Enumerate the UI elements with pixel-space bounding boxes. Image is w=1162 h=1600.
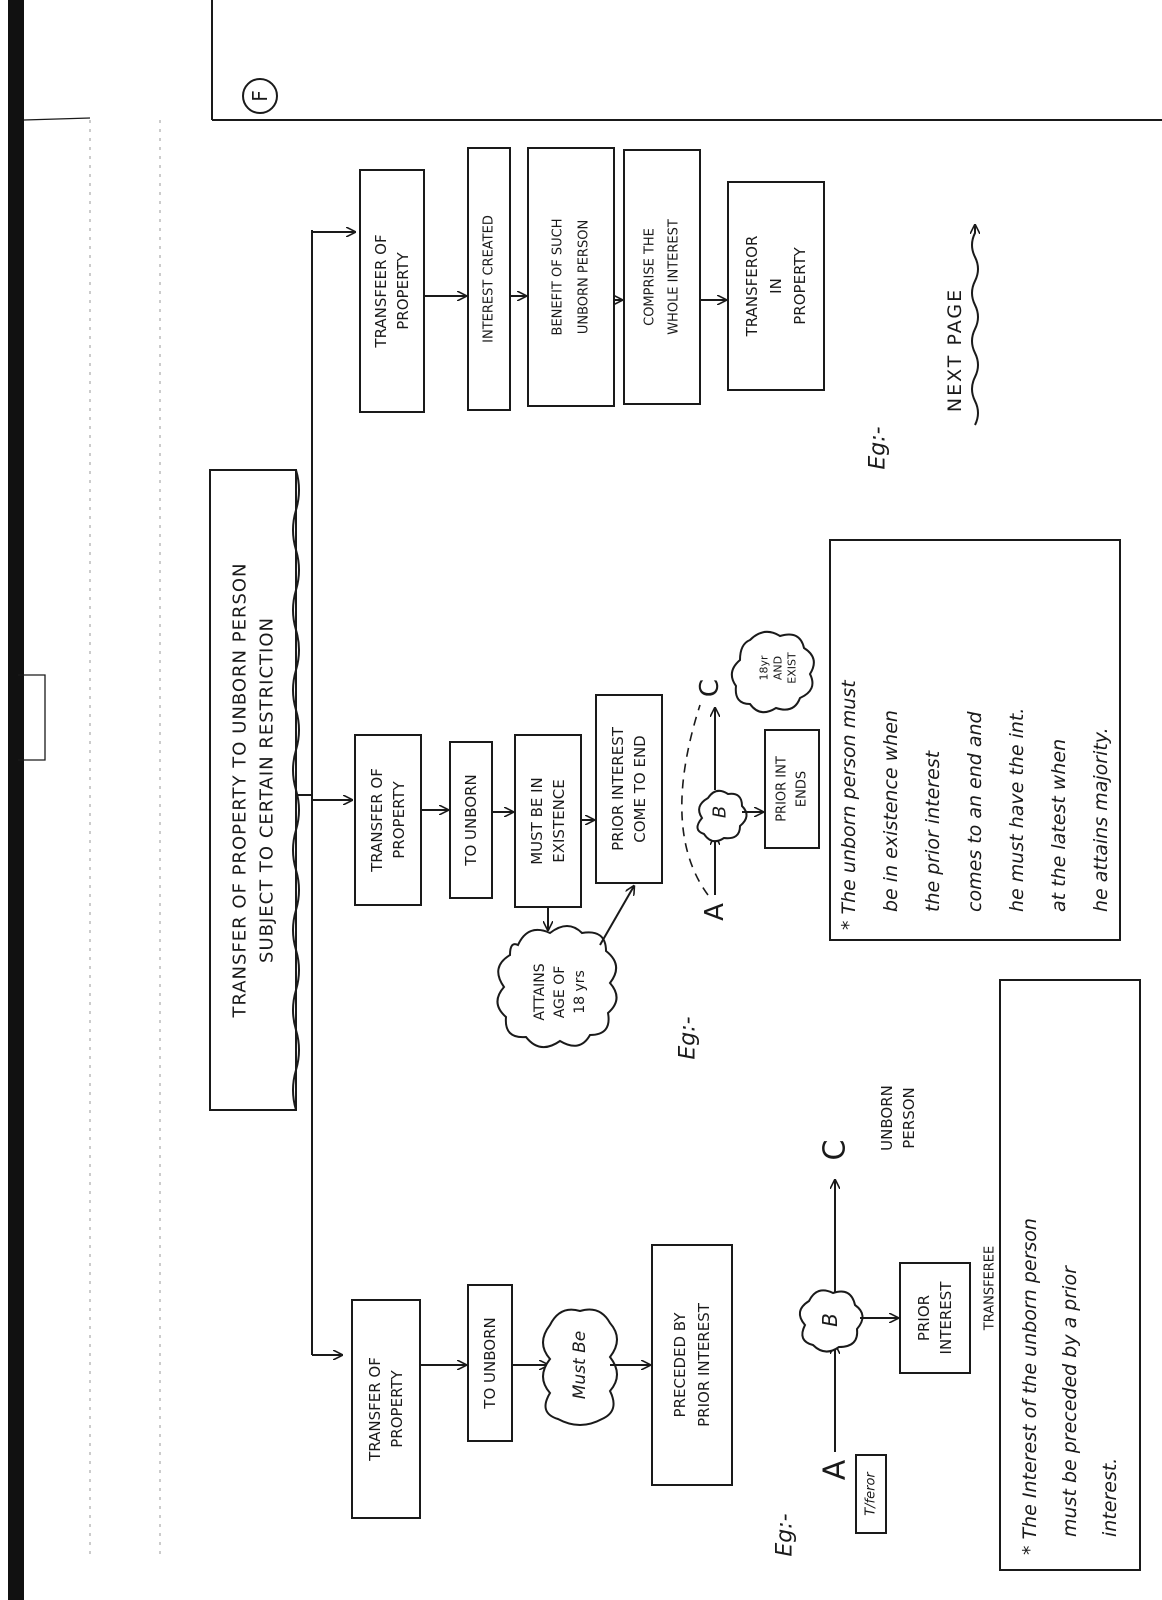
next-page-arrow	[972, 225, 978, 425]
b1-step1-line1: TRANSFER OF	[366, 1357, 384, 1461]
b2-age-cloud-text	[532, 963, 588, 1020]
root-line-1: TRANSFER OF PROPERTY TO UNBORN PERSON	[229, 562, 251, 1018]
b1-step4-box	[652, 1245, 732, 1485]
b2-note-line5: he must have the int.	[1006, 707, 1028, 912]
b1-note-line2: must be preceded by a prior	[1059, 1266, 1081, 1537]
root-box	[210, 470, 296, 1110]
b1-note-line1: * The Interest of the unborn person	[1019, 1218, 1041, 1555]
b2-step4-line2: COME TO END	[631, 735, 649, 843]
b3-example-label: Eg:-	[865, 426, 891, 470]
b3-step5-line3: PROPERTY	[791, 247, 809, 325]
binder-mark-top	[24, 118, 90, 120]
b2-step3-box	[515, 735, 581, 907]
b2-cloud-line2: AGE OF	[552, 965, 568, 1019]
b2-example-b: B	[709, 805, 731, 819]
b2-step4-line1: PRIOR INTEREST	[609, 727, 627, 851]
scan-edge-bar	[8, 0, 24, 1600]
b2-step1-box	[355, 735, 421, 905]
b3-step3-box	[528, 148, 614, 406]
b3-step5-line2: IN	[767, 278, 785, 294]
b1-example-transferor: A	[817, 1459, 853, 1481]
b3-step3-line2: UNBORN PERSON	[576, 219, 592, 335]
b1-example-b: B	[818, 1313, 842, 1327]
b2-example-prior-line2: ENDS	[794, 770, 810, 808]
b2-example-exist-text	[758, 652, 799, 684]
b1-step1-line2: PROPERTY	[388, 1370, 406, 1448]
b2-example-c: C	[695, 678, 725, 698]
b3-step4-line2: WHOLE INTEREST	[666, 219, 682, 335]
b1-example-transferee: TRANSFEREE	[982, 1245, 998, 1331]
b1-step4-line2: PRIOR INTEREST	[695, 1303, 713, 1427]
b1-note-line3: interest.	[1099, 1457, 1121, 1537]
b3-step4-box	[624, 150, 700, 404]
root-line-2: SUBJECT TO CERTAIN RESTRICTION	[256, 617, 278, 963]
b2-note-line3: the prior interest	[922, 750, 944, 912]
b2-step2-text: TO UNBORN	[462, 774, 480, 866]
next-page-label: NEXT PAGE	[944, 287, 966, 413]
b2-example-prior-box	[765, 730, 819, 848]
b2-note-line1: * The unborn person must	[838, 680, 860, 930]
b2-step1-line2: PROPERTY	[390, 781, 408, 859]
b1-example-transferor-tag: T/feror	[863, 1472, 879, 1516]
b1-step4-line1: PRECEDED BY	[671, 1312, 689, 1418]
b1-step2-text: TO UNBORN	[481, 1317, 499, 1409]
b2-step4-box	[596, 695, 662, 883]
b2-exist-line1: 18yr	[757, 655, 771, 681]
b3-step2-text: INTEREST CREATED	[481, 215, 497, 343]
b1-example-unborn-line1: UNBORN	[878, 1085, 896, 1151]
b1-step1-box	[352, 1300, 420, 1518]
b1-step3-text: Must Be	[570, 1330, 590, 1400]
b1-example-unborn-tag	[878, 1085, 918, 1151]
b3-step5-line1: TRANSFEROR	[743, 235, 761, 337]
b2-example-label: Eg:-	[675, 1016, 701, 1060]
b1-example-unborn-line2: PERSON	[900, 1087, 918, 1149]
b2-cloud-line1: ATTAINS	[532, 963, 548, 1021]
b2-exist-line2: AND	[771, 655, 785, 681]
b3-step4-line1: COMPRISE THE	[642, 228, 658, 326]
page-number: F	[248, 90, 272, 102]
b3-step1-box	[360, 170, 424, 412]
b2-step3-line2: EXISTENCE	[550, 779, 568, 863]
b2-example-a: A	[700, 903, 730, 921]
b2-step1-line1: TRANSFER OF	[368, 768, 386, 872]
b1-example-prior-line1: PRIOR	[915, 1294, 933, 1342]
b2-arrow-cloud-to-prior	[600, 886, 634, 945]
b1-example-prior-line2: INTEREST	[937, 1281, 955, 1355]
b3-step1-line2: PROPERTY	[394, 252, 412, 330]
b3-step3-line1: BENEFIT OF SUCH	[550, 218, 566, 336]
b1-example-prior-box	[900, 1263, 970, 1373]
b1-example-c: C	[817, 1139, 853, 1161]
b2-note-line6: at the latest when	[1048, 738, 1070, 912]
b2-note-line7: he attains majority.	[1090, 727, 1112, 912]
b2-note-line4: comes to an end and	[964, 711, 986, 912]
b2-exist-line3: EXIST	[785, 652, 799, 684]
b2-step3-line1: MUST BE IN	[528, 777, 546, 865]
b2-example-prior-line1: PRIOR INT	[774, 756, 790, 822]
b1-example-label: Eg:-	[772, 1513, 798, 1557]
b2-note-line2: be in existence when	[880, 710, 902, 912]
b2-cloud-line3: 18 yrs	[572, 970, 588, 1014]
b3-step1-line1: TRANSFEER OF	[372, 234, 390, 348]
